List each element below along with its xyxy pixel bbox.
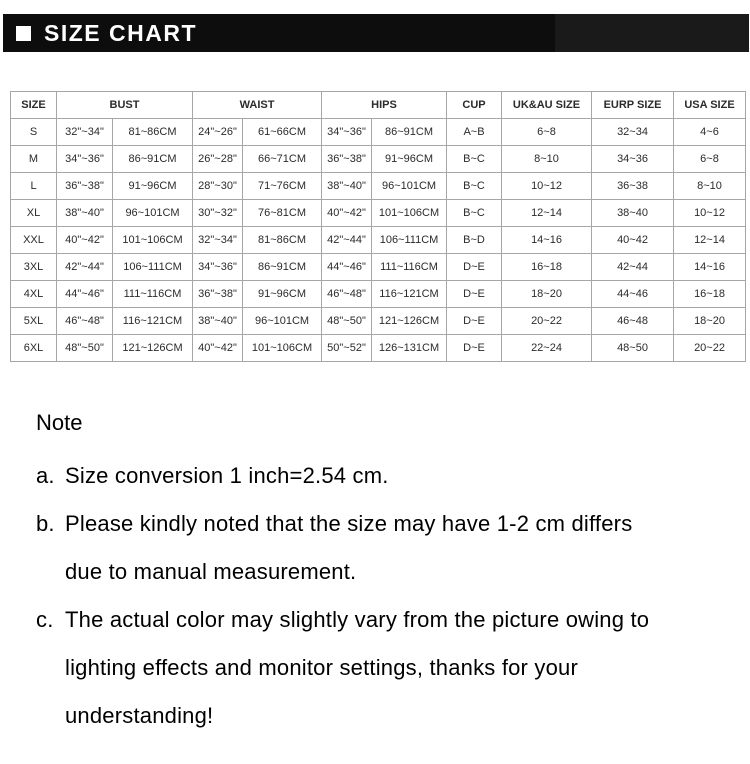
size-chart-table <box>10 91 746 362</box>
table-row <box>11 308 746 335</box>
table-cell: 38"~40" <box>57 200 113 227</box>
table-cell: 40"~42" <box>193 335 243 362</box>
notes-list <box>36 452 736 740</box>
table-cell: 86~91CM <box>113 146 193 173</box>
table-cell: 10~12 <box>502 173 592 200</box>
table-cell: 32"~34" <box>57 119 113 146</box>
table-cell: A~B <box>447 119 502 146</box>
table-cell: 44"~46" <box>57 281 113 308</box>
table-cell: 6~8 <box>502 119 592 146</box>
table-cell: 71~76CM <box>243 173 322 200</box>
table-cell: 42"~44" <box>322 227 372 254</box>
table-cell: 42~44 <box>592 254 674 281</box>
table-cell: B~D <box>447 227 502 254</box>
table-cell: 32"~34" <box>193 227 243 254</box>
table-row <box>11 119 746 146</box>
table-cell: 91~96CM <box>113 173 193 200</box>
table-header-row <box>11 92 746 119</box>
table-cell: 111~116CM <box>113 281 193 308</box>
table-cell: 86~91CM <box>243 254 322 281</box>
note-item-marker: b. <box>36 511 55 536</box>
table-cell: 34"~36" <box>193 254 243 281</box>
table-cell: 42"~44" <box>57 254 113 281</box>
table-cell: 46~48 <box>592 308 674 335</box>
table-cell: 12~14 <box>502 200 592 227</box>
table-cell: 50"~52" <box>322 335 372 362</box>
table-cell: 91~96CM <box>372 146 447 173</box>
table-cell: 8~10 <box>502 146 592 173</box>
table-cell: S <box>11 119 57 146</box>
section-banner <box>3 14 749 52</box>
table-cell: 91~96CM <box>243 281 322 308</box>
table-cell: 12~14 <box>674 227 746 254</box>
table-cell: 61~66CM <box>243 119 322 146</box>
table-cell: 44"~46" <box>322 254 372 281</box>
table-cell: 96~101CM <box>372 173 447 200</box>
table-cell: 36~38 <box>592 173 674 200</box>
col-header-usa-size: USA SIZE <box>674 92 746 119</box>
table-cell: 36"~38" <box>57 173 113 200</box>
table-cell: L <box>11 173 57 200</box>
note-item-text <box>65 452 736 500</box>
col-header-size: SIZE <box>11 92 57 119</box>
table-cell: 106~111CM <box>113 254 193 281</box>
col-header-cup: CUP <box>447 92 502 119</box>
note-item <box>36 452 736 500</box>
col-header-hips: HIPS <box>322 92 447 119</box>
table-cell: 48"~50" <box>322 308 372 335</box>
table-cell: 40"~42" <box>322 200 372 227</box>
table-row <box>11 227 746 254</box>
col-header-ukau-size: UK&AU SIZE <box>502 92 592 119</box>
col-header-bust: BUST <box>57 92 193 119</box>
table-cell: 16~18 <box>674 281 746 308</box>
table-row <box>11 146 746 173</box>
table-cell: 34~36 <box>592 146 674 173</box>
table-cell: 81~86CM <box>243 227 322 254</box>
col-header-eurp-size: EURP SIZE <box>592 92 674 119</box>
table-cell: 111~116CM <box>372 254 447 281</box>
table-cell: 14~16 <box>674 254 746 281</box>
table-cell: 34"~36" <box>322 119 372 146</box>
table-cell: 18~20 <box>674 308 746 335</box>
table-cell: B~C <box>447 200 502 227</box>
table-cell: D~E <box>447 335 502 362</box>
table-cell: 30"~32" <box>193 200 243 227</box>
table-cell: B~C <box>447 173 502 200</box>
table-cell: 44~46 <box>592 281 674 308</box>
table-cell: 18~20 <box>502 281 592 308</box>
notes-section <box>36 410 736 740</box>
section-title: SIZE CHART <box>44 19 197 46</box>
table-cell: M <box>11 146 57 173</box>
table-cell: 38~40 <box>592 200 674 227</box>
table-cell: 16~18 <box>502 254 592 281</box>
table-cell: 101~106CM <box>113 227 193 254</box>
table-cell: 101~106CM <box>372 200 447 227</box>
table-cell: 46"~48" <box>57 308 113 335</box>
table-cell: 66~71CM <box>243 146 322 173</box>
table-cell: D~E <box>447 281 502 308</box>
table-cell: 26"~28" <box>193 146 243 173</box>
table-cell: 48"~50" <box>57 335 113 362</box>
table-cell: 6XL <box>11 335 57 362</box>
table-cell: 40~42 <box>592 227 674 254</box>
table-cell: 28"~30" <box>193 173 243 200</box>
table-cell: 20~22 <box>674 335 746 362</box>
table-cell: 20~22 <box>502 308 592 335</box>
table-cell: 38"~40" <box>322 173 372 200</box>
notes-title: Note <box>36 410 83 435</box>
table-cell: 32~34 <box>592 119 674 146</box>
table-cell: 36"~38" <box>193 281 243 308</box>
table-cell: 46"~48" <box>322 281 372 308</box>
table-row <box>11 335 746 362</box>
table-cell: 10~12 <box>674 200 746 227</box>
table-cell: 5XL <box>11 308 57 335</box>
note-text-line: The actual color may slightly vary from the picture owing to <box>65 607 650 632</box>
note-item-text <box>65 596 736 740</box>
note-item <box>36 500 736 596</box>
table-cell: 96~101CM <box>113 200 193 227</box>
table-cell: 4XL <box>11 281 57 308</box>
table-cell: 3XL <box>11 254 57 281</box>
table-cell: 126~131CM <box>372 335 447 362</box>
table-cell: 86~91CM <box>372 119 447 146</box>
table-cell: 106~111CM <box>372 227 447 254</box>
table-row <box>11 281 746 308</box>
table-cell: 4~6 <box>674 119 746 146</box>
table-cell: XXL <box>11 227 57 254</box>
size-table-body <box>11 119 746 362</box>
table-cell: D~E <box>447 254 502 281</box>
table-cell: 40"~42" <box>57 227 113 254</box>
table-cell: D~E <box>447 308 502 335</box>
table-cell: 22~24 <box>502 335 592 362</box>
note-item-text <box>65 500 736 596</box>
table-cell: 14~16 <box>502 227 592 254</box>
table-cell: 38"~40" <box>193 308 243 335</box>
table-cell: 24"~26" <box>193 119 243 146</box>
table-cell: 48~50 <box>592 335 674 362</box>
table-cell: 101~106CM <box>243 335 322 362</box>
table-cell: 76~81CM <box>243 200 322 227</box>
table-cell: 96~101CM <box>243 308 322 335</box>
table-cell: 116~121CM <box>113 308 193 335</box>
note-text-line: due to manual measurement. <box>65 559 357 584</box>
note-text-line: lighting effects and monitor settings, thanks for your <box>65 655 578 680</box>
table-cell: B~C <box>447 146 502 173</box>
note-item-marker: c. <box>36 607 54 632</box>
table-cell: 8~10 <box>674 173 746 200</box>
note-item <box>36 596 736 740</box>
table-cell: 6~8 <box>674 146 746 173</box>
table-row <box>11 173 746 200</box>
table-cell: 116~121CM <box>372 281 447 308</box>
note-text-line: understanding! <box>65 703 214 728</box>
col-header-waist: WAIST <box>193 92 322 119</box>
note-text-line: Size conversion 1 inch=2.54 cm. <box>65 463 389 488</box>
table-cell: 81~86CM <box>113 119 193 146</box>
table-cell: XL <box>11 200 57 227</box>
table-row <box>11 254 746 281</box>
table-cell: 36"~38" <box>322 146 372 173</box>
table-cell: 121~126CM <box>372 308 447 335</box>
table-cell: 121~126CM <box>113 335 193 362</box>
note-text-line: Please kindly noted that the size may have 1-2 cm differs <box>65 511 633 536</box>
square-bullet-icon <box>16 26 31 41</box>
table-cell: 34"~36" <box>57 146 113 173</box>
table-row <box>11 200 746 227</box>
note-item-marker: a. <box>36 463 55 488</box>
